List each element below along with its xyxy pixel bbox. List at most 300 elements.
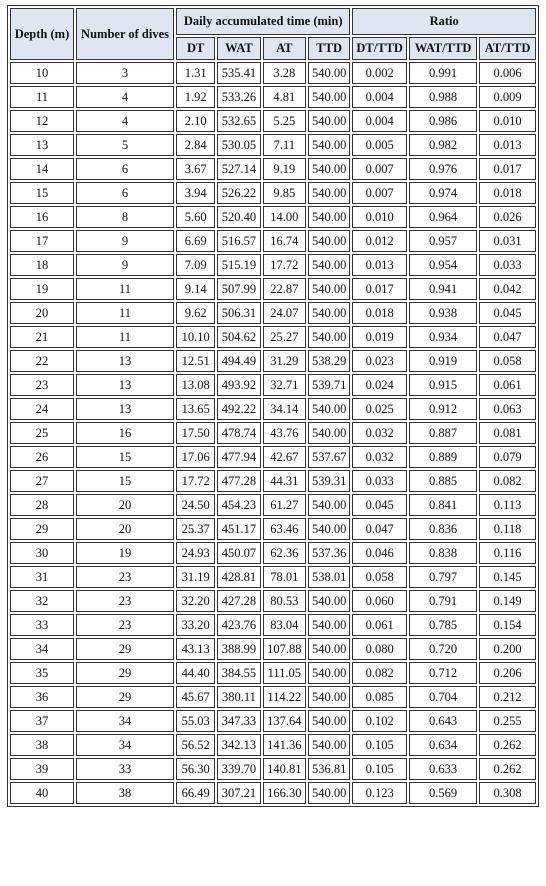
cell-at-ttd: 0.206 — [479, 662, 536, 684]
cell-depth: 21 — [10, 326, 74, 348]
cell-depth: 38 — [10, 734, 74, 756]
cell-depth: 36 — [10, 686, 74, 708]
cell-at-ttd: 0.013 — [479, 134, 536, 156]
cell-at-ttd: 0.047 — [479, 326, 536, 348]
header-wat: WAT — [217, 37, 260, 60]
cell-at: 31.29 — [263, 350, 306, 372]
cell-wat-ttd: 0.643 — [409, 710, 477, 732]
cell-depth: 35 — [10, 662, 74, 684]
cell-wat-ttd: 0.720 — [409, 638, 477, 660]
cell-at: 34.14 — [263, 398, 306, 420]
cell-dt: 43.13 — [176, 638, 215, 660]
cell-dt: 55.03 — [176, 710, 215, 732]
cell-depth: 32 — [10, 590, 74, 612]
cell-depth: 30 — [10, 542, 74, 564]
cell-depth: 11 — [10, 86, 74, 108]
cell-depth: 17 — [10, 230, 74, 252]
cell-at: 166.30 — [263, 782, 306, 804]
cell-ttd: 540.00 — [308, 134, 350, 156]
cell-dt: 9.14 — [176, 278, 215, 300]
cell-ttd: 540.00 — [308, 110, 350, 132]
cell-wat: 428.81 — [217, 566, 260, 588]
cell-ttd: 540.00 — [308, 494, 350, 516]
header-dt: DT — [176, 37, 215, 60]
cell-depth: 29 — [10, 518, 74, 540]
table-row — [10, 734, 536, 756]
cell-at: 137.64 — [263, 710, 306, 732]
cell-dives: 29 — [76, 662, 174, 684]
table-row — [10, 470, 536, 492]
cell-ttd: 540.00 — [308, 62, 350, 84]
cell-dt: 2.84 — [176, 134, 215, 156]
cell-at-ttd: 0.113 — [479, 494, 536, 516]
cell-dt: 45.67 — [176, 686, 215, 708]
cell-dives: 19 — [76, 542, 174, 564]
cell-dt-ttd: 0.032 — [352, 422, 407, 444]
cell-wat-ttd: 0.889 — [409, 446, 477, 468]
cell-dives: 9 — [76, 254, 174, 276]
cell-wat-ttd: 0.887 — [409, 422, 477, 444]
cell-ttd: 538.01 — [308, 566, 350, 588]
cell-dt: 17.06 — [176, 446, 215, 468]
cell-dt: 12.51 — [176, 350, 215, 372]
cell-wat-ttd: 0.957 — [409, 230, 477, 252]
cell-at-ttd: 0.145 — [479, 566, 536, 588]
cell-dt-ttd: 0.007 — [352, 158, 407, 180]
cell-wat: 307.21 — [217, 782, 260, 804]
cell-dives: 11 — [76, 326, 174, 348]
cell-dives: 34 — [76, 734, 174, 756]
cell-depth: 12 — [10, 110, 74, 132]
cell-at: 141.36 — [263, 734, 306, 756]
cell-dt-ttd: 0.046 — [352, 542, 407, 564]
cell-dt-ttd: 0.105 — [352, 734, 407, 756]
header-wat-ttd: WAT/TTD — [409, 37, 477, 60]
cell-dives: 6 — [76, 182, 174, 204]
header-row-top — [10, 8, 536, 35]
header-daily-accumulated-time: Daily accumulated time (min) — [176, 8, 350, 35]
cell-at: 80.53 — [263, 590, 306, 612]
cell-wat-ttd: 0.633 — [409, 758, 477, 780]
cell-at: 17.72 — [263, 254, 306, 276]
cell-at-ttd: 0.154 — [479, 614, 536, 636]
cell-dives: 13 — [76, 398, 174, 420]
cell-wat-ttd: 0.974 — [409, 182, 477, 204]
table-row — [10, 182, 536, 204]
cell-depth: 18 — [10, 254, 74, 276]
table-row — [10, 254, 536, 276]
cell-dt-ttd: 0.005 — [352, 134, 407, 156]
table-row — [10, 350, 536, 372]
cell-dt: 13.65 — [176, 398, 215, 420]
cell-depth: 20 — [10, 302, 74, 324]
cell-at-ttd: 0.308 — [479, 782, 536, 804]
cell-at: 22.87 — [263, 278, 306, 300]
cell-at-ttd: 0.031 — [479, 230, 536, 252]
cell-dt: 1.92 — [176, 86, 215, 108]
cell-dt-ttd: 0.023 — [352, 350, 407, 372]
cell-ttd: 537.67 — [308, 446, 350, 468]
cell-dives: 5 — [76, 134, 174, 156]
cell-dt-ttd: 0.010 — [352, 206, 407, 228]
header-dt-ttd: DT/TTD — [352, 37, 407, 60]
cell-wat: 493.92 — [217, 374, 260, 396]
table-row — [10, 542, 536, 564]
cell-ttd: 540.00 — [308, 182, 350, 204]
cell-dives: 4 — [76, 110, 174, 132]
cell-at: 63.46 — [263, 518, 306, 540]
cell-dt-ttd: 0.082 — [352, 662, 407, 684]
cell-at-ttd: 0.026 — [479, 206, 536, 228]
cell-at-ttd: 0.118 — [479, 518, 536, 540]
cell-at: 44.31 — [263, 470, 306, 492]
table-row — [10, 374, 536, 396]
cell-at: 4.81 — [263, 86, 306, 108]
cell-wat: 423.76 — [217, 614, 260, 636]
cell-dt-ttd: 0.004 — [352, 110, 407, 132]
cell-ttd: 540.00 — [308, 614, 350, 636]
table-row — [10, 206, 536, 228]
cell-wat-ttd: 0.938 — [409, 302, 477, 324]
cell-at: 111.05 — [263, 662, 306, 684]
cell-wat-ttd: 0.915 — [409, 374, 477, 396]
cell-wat: 492.22 — [217, 398, 260, 420]
cell-at: 78.01 — [263, 566, 306, 588]
cell-at: 24.07 — [263, 302, 306, 324]
cell-dives: 9 — [76, 230, 174, 252]
table-row — [10, 494, 536, 516]
cell-dives: 3 — [76, 62, 174, 84]
table-row — [10, 590, 536, 612]
cell-dt: 17.72 — [176, 470, 215, 492]
table-row — [10, 398, 536, 420]
cell-wat-ttd: 0.919 — [409, 350, 477, 372]
cell-at-ttd: 0.255 — [479, 710, 536, 732]
cell-wat: 515.19 — [217, 254, 260, 276]
table-row — [10, 782, 536, 804]
table-row — [10, 302, 536, 324]
dive-time-table — [7, 5, 539, 807]
table-container — [7, 5, 539, 807]
cell-dt: 10.10 — [176, 326, 215, 348]
cell-dt: 66.49 — [176, 782, 215, 804]
cell-at-ttd: 0.200 — [479, 638, 536, 660]
cell-at: 7.11 — [263, 134, 306, 156]
cell-ttd: 536.81 — [308, 758, 350, 780]
cell-wat-ttd: 0.634 — [409, 734, 477, 756]
cell-at-ttd: 0.010 — [479, 110, 536, 132]
cell-at-ttd: 0.262 — [479, 758, 536, 780]
table-row — [10, 686, 536, 708]
table-row — [10, 662, 536, 684]
cell-wat: 504.62 — [217, 326, 260, 348]
cell-dives: 33 — [76, 758, 174, 780]
cell-dt-ttd: 0.045 — [352, 494, 407, 516]
cell-dives: 11 — [76, 302, 174, 324]
cell-dives: 20 — [76, 518, 174, 540]
cell-dt-ttd: 0.019 — [352, 326, 407, 348]
cell-dt-ttd: 0.060 — [352, 590, 407, 612]
cell-wat: 347.33 — [217, 710, 260, 732]
header-number-of-dives: Number of dives — [76, 8, 174, 60]
cell-depth: 25 — [10, 422, 74, 444]
cell-dt: 56.30 — [176, 758, 215, 780]
cell-dt: 9.62 — [176, 302, 215, 324]
table-row — [10, 758, 536, 780]
cell-ttd: 540.00 — [308, 398, 350, 420]
cell-depth: 34 — [10, 638, 74, 660]
cell-dt: 2.10 — [176, 110, 215, 132]
cell-dt-ttd: 0.002 — [352, 62, 407, 84]
cell-dt-ttd: 0.025 — [352, 398, 407, 420]
cell-ttd: 540.00 — [308, 230, 350, 252]
cell-depth: 19 — [10, 278, 74, 300]
cell-at-ttd: 0.033 — [479, 254, 536, 276]
table-row — [10, 278, 536, 300]
cell-ttd: 539.31 — [308, 470, 350, 492]
cell-wat: 339.70 — [217, 758, 260, 780]
cell-ttd: 540.00 — [308, 422, 350, 444]
cell-dives: 34 — [76, 710, 174, 732]
cell-at: 62.36 — [263, 542, 306, 564]
cell-wat-ttd: 0.885 — [409, 470, 477, 492]
cell-wat: 380.11 — [217, 686, 260, 708]
cell-dt-ttd: 0.047 — [352, 518, 407, 540]
cell-wat: 388.99 — [217, 638, 260, 660]
table-row — [10, 638, 536, 660]
cell-dt: 25.37 — [176, 518, 215, 540]
cell-dt: 7.09 — [176, 254, 215, 276]
cell-ttd: 540.00 — [308, 782, 350, 804]
cell-wat: 506.31 — [217, 302, 260, 324]
cell-depth: 24 — [10, 398, 74, 420]
cell-dives: 16 — [76, 422, 174, 444]
cell-wat: 527.14 — [217, 158, 260, 180]
cell-wat: 451.17 — [217, 518, 260, 540]
cell-dives: 29 — [76, 638, 174, 660]
table-row — [10, 326, 536, 348]
cell-ttd: 540.00 — [308, 326, 350, 348]
cell-dt: 56.52 — [176, 734, 215, 756]
cell-at-ttd: 0.061 — [479, 374, 536, 396]
cell-dt-ttd: 0.012 — [352, 230, 407, 252]
cell-dives: 23 — [76, 590, 174, 612]
cell-dives: 29 — [76, 686, 174, 708]
cell-depth: 13 — [10, 134, 74, 156]
cell-dives: 23 — [76, 566, 174, 588]
cell-at: 140.81 — [263, 758, 306, 780]
cell-depth: 39 — [10, 758, 74, 780]
table-row — [10, 86, 536, 108]
cell-ttd: 540.00 — [308, 254, 350, 276]
cell-depth: 37 — [10, 710, 74, 732]
cell-ttd: 540.00 — [308, 662, 350, 684]
cell-dives: 13 — [76, 374, 174, 396]
header-at: AT — [263, 37, 306, 60]
cell-wat: 342.13 — [217, 734, 260, 756]
cell-at: 42.67 — [263, 446, 306, 468]
cell-dt: 1.31 — [176, 62, 215, 84]
cell-dt-ttd: 0.061 — [352, 614, 407, 636]
cell-wat: 532.65 — [217, 110, 260, 132]
cell-dt-ttd: 0.004 — [352, 86, 407, 108]
cell-dives: 11 — [76, 278, 174, 300]
cell-at: 61.27 — [263, 494, 306, 516]
cell-at: 9.85 — [263, 182, 306, 204]
cell-dt: 3.94 — [176, 182, 215, 204]
cell-wat-ttd: 0.841 — [409, 494, 477, 516]
cell-wat-ttd: 0.704 — [409, 686, 477, 708]
cell-wat-ttd: 0.569 — [409, 782, 477, 804]
cell-wat-ttd: 0.976 — [409, 158, 477, 180]
cell-wat-ttd: 0.791 — [409, 590, 477, 612]
table-row — [10, 422, 536, 444]
cell-at-ttd: 0.082 — [479, 470, 536, 492]
cell-dt: 17.50 — [176, 422, 215, 444]
cell-ttd: 540.00 — [308, 710, 350, 732]
cell-dt-ttd: 0.085 — [352, 686, 407, 708]
cell-depth: 16 — [10, 206, 74, 228]
cell-wat-ttd: 0.797 — [409, 566, 477, 588]
cell-depth: 15 — [10, 182, 74, 204]
cell-wat: 535.41 — [217, 62, 260, 84]
cell-dives: 15 — [76, 446, 174, 468]
header-ratio: Ratio — [352, 8, 536, 35]
cell-ttd: 540.00 — [308, 206, 350, 228]
table-body — [10, 62, 536, 804]
cell-dt-ttd: 0.017 — [352, 278, 407, 300]
cell-at-ttd: 0.063 — [479, 398, 536, 420]
cell-wat: 507.99 — [217, 278, 260, 300]
cell-ttd: 540.00 — [308, 518, 350, 540]
header-depth: Depth (m) — [10, 8, 74, 60]
cell-dt-ttd: 0.080 — [352, 638, 407, 660]
cell-at: 5.25 — [263, 110, 306, 132]
cell-dt: 6.69 — [176, 230, 215, 252]
cell-dt-ttd: 0.024 — [352, 374, 407, 396]
table-row — [10, 710, 536, 732]
cell-at-ttd: 0.116 — [479, 542, 536, 564]
cell-wat-ttd: 0.941 — [409, 278, 477, 300]
cell-dives: 38 — [76, 782, 174, 804]
cell-wat: 477.94 — [217, 446, 260, 468]
cell-dives: 13 — [76, 350, 174, 372]
cell-wat-ttd: 0.986 — [409, 110, 477, 132]
cell-ttd: 540.00 — [308, 278, 350, 300]
cell-depth: 22 — [10, 350, 74, 372]
cell-ttd: 540.00 — [308, 302, 350, 324]
cell-depth: 10 — [10, 62, 74, 84]
cell-dt: 24.93 — [176, 542, 215, 564]
table-header — [10, 8, 536, 60]
cell-wat: 454.23 — [217, 494, 260, 516]
cell-at: 3.28 — [263, 62, 306, 84]
cell-at-ttd: 0.042 — [479, 278, 536, 300]
cell-at-ttd: 0.009 — [479, 86, 536, 108]
cell-depth: 31 — [10, 566, 74, 588]
cell-wat: 427.28 — [217, 590, 260, 612]
header-at-ttd: AT/TTD — [479, 37, 536, 60]
cell-dt-ttd: 0.033 — [352, 470, 407, 492]
cell-ttd: 540.00 — [308, 590, 350, 612]
cell-at-ttd: 0.079 — [479, 446, 536, 468]
cell-at: 114.22 — [263, 686, 306, 708]
cell-at-ttd: 0.081 — [479, 422, 536, 444]
cell-dt-ttd: 0.032 — [352, 446, 407, 468]
cell-dt-ttd: 0.102 — [352, 710, 407, 732]
cell-dives: 23 — [76, 614, 174, 636]
cell-depth: 40 — [10, 782, 74, 804]
cell-wat: 450.07 — [217, 542, 260, 564]
table-row — [10, 614, 536, 636]
cell-at: 107.88 — [263, 638, 306, 660]
table-row — [10, 446, 536, 468]
cell-wat: 533.26 — [217, 86, 260, 108]
table-row — [10, 62, 536, 84]
cell-ttd: 538.29 — [308, 350, 350, 372]
cell-depth: 33 — [10, 614, 74, 636]
cell-at: 83.04 — [263, 614, 306, 636]
cell-dives: 20 — [76, 494, 174, 516]
cell-dt: 44.40 — [176, 662, 215, 684]
cell-wat-ttd: 0.836 — [409, 518, 477, 540]
cell-wat-ttd: 0.964 — [409, 206, 477, 228]
cell-at: 25.27 — [263, 326, 306, 348]
cell-ttd: 540.00 — [308, 734, 350, 756]
cell-at: 32.71 — [263, 374, 306, 396]
cell-dt: 5.60 — [176, 206, 215, 228]
cell-ttd: 540.00 — [308, 686, 350, 708]
cell-wat-ttd: 0.988 — [409, 86, 477, 108]
cell-wat-ttd: 0.912 — [409, 398, 477, 420]
cell-dives: 8 — [76, 206, 174, 228]
cell-dt: 31.19 — [176, 566, 215, 588]
cell-dives: 4 — [76, 86, 174, 108]
cell-depth: 28 — [10, 494, 74, 516]
cell-at-ttd: 0.058 — [479, 350, 536, 372]
cell-wat-ttd: 0.982 — [409, 134, 477, 156]
cell-wat-ttd: 0.712 — [409, 662, 477, 684]
cell-ttd: 540.00 — [308, 638, 350, 660]
cell-dt: 24.50 — [176, 494, 215, 516]
cell-ttd: 540.00 — [308, 158, 350, 180]
cell-at: 16.74 — [263, 230, 306, 252]
table-row — [10, 110, 536, 132]
cell-wat: 526.22 — [217, 182, 260, 204]
cell-dt: 13.08 — [176, 374, 215, 396]
cell-dt-ttd: 0.058 — [352, 566, 407, 588]
cell-dives: 15 — [76, 470, 174, 492]
cell-wat-ttd: 0.991 — [409, 62, 477, 84]
cell-ttd: 540.00 — [308, 86, 350, 108]
cell-at: 9.19 — [263, 158, 306, 180]
cell-dt-ttd: 0.007 — [352, 182, 407, 204]
cell-depth: 27 — [10, 470, 74, 492]
cell-wat-ttd: 0.785 — [409, 614, 477, 636]
table-row — [10, 518, 536, 540]
cell-at: 43.76 — [263, 422, 306, 444]
cell-dt-ttd: 0.013 — [352, 254, 407, 276]
cell-at-ttd: 0.212 — [479, 686, 536, 708]
cell-dives: 6 — [76, 158, 174, 180]
cell-dt: 33.20 — [176, 614, 215, 636]
cell-dt: 32.20 — [176, 590, 215, 612]
cell-wat-ttd: 0.838 — [409, 542, 477, 564]
table-row — [10, 158, 536, 180]
cell-wat: 494.49 — [217, 350, 260, 372]
cell-wat: 384.55 — [217, 662, 260, 684]
cell-dt-ttd: 0.105 — [352, 758, 407, 780]
